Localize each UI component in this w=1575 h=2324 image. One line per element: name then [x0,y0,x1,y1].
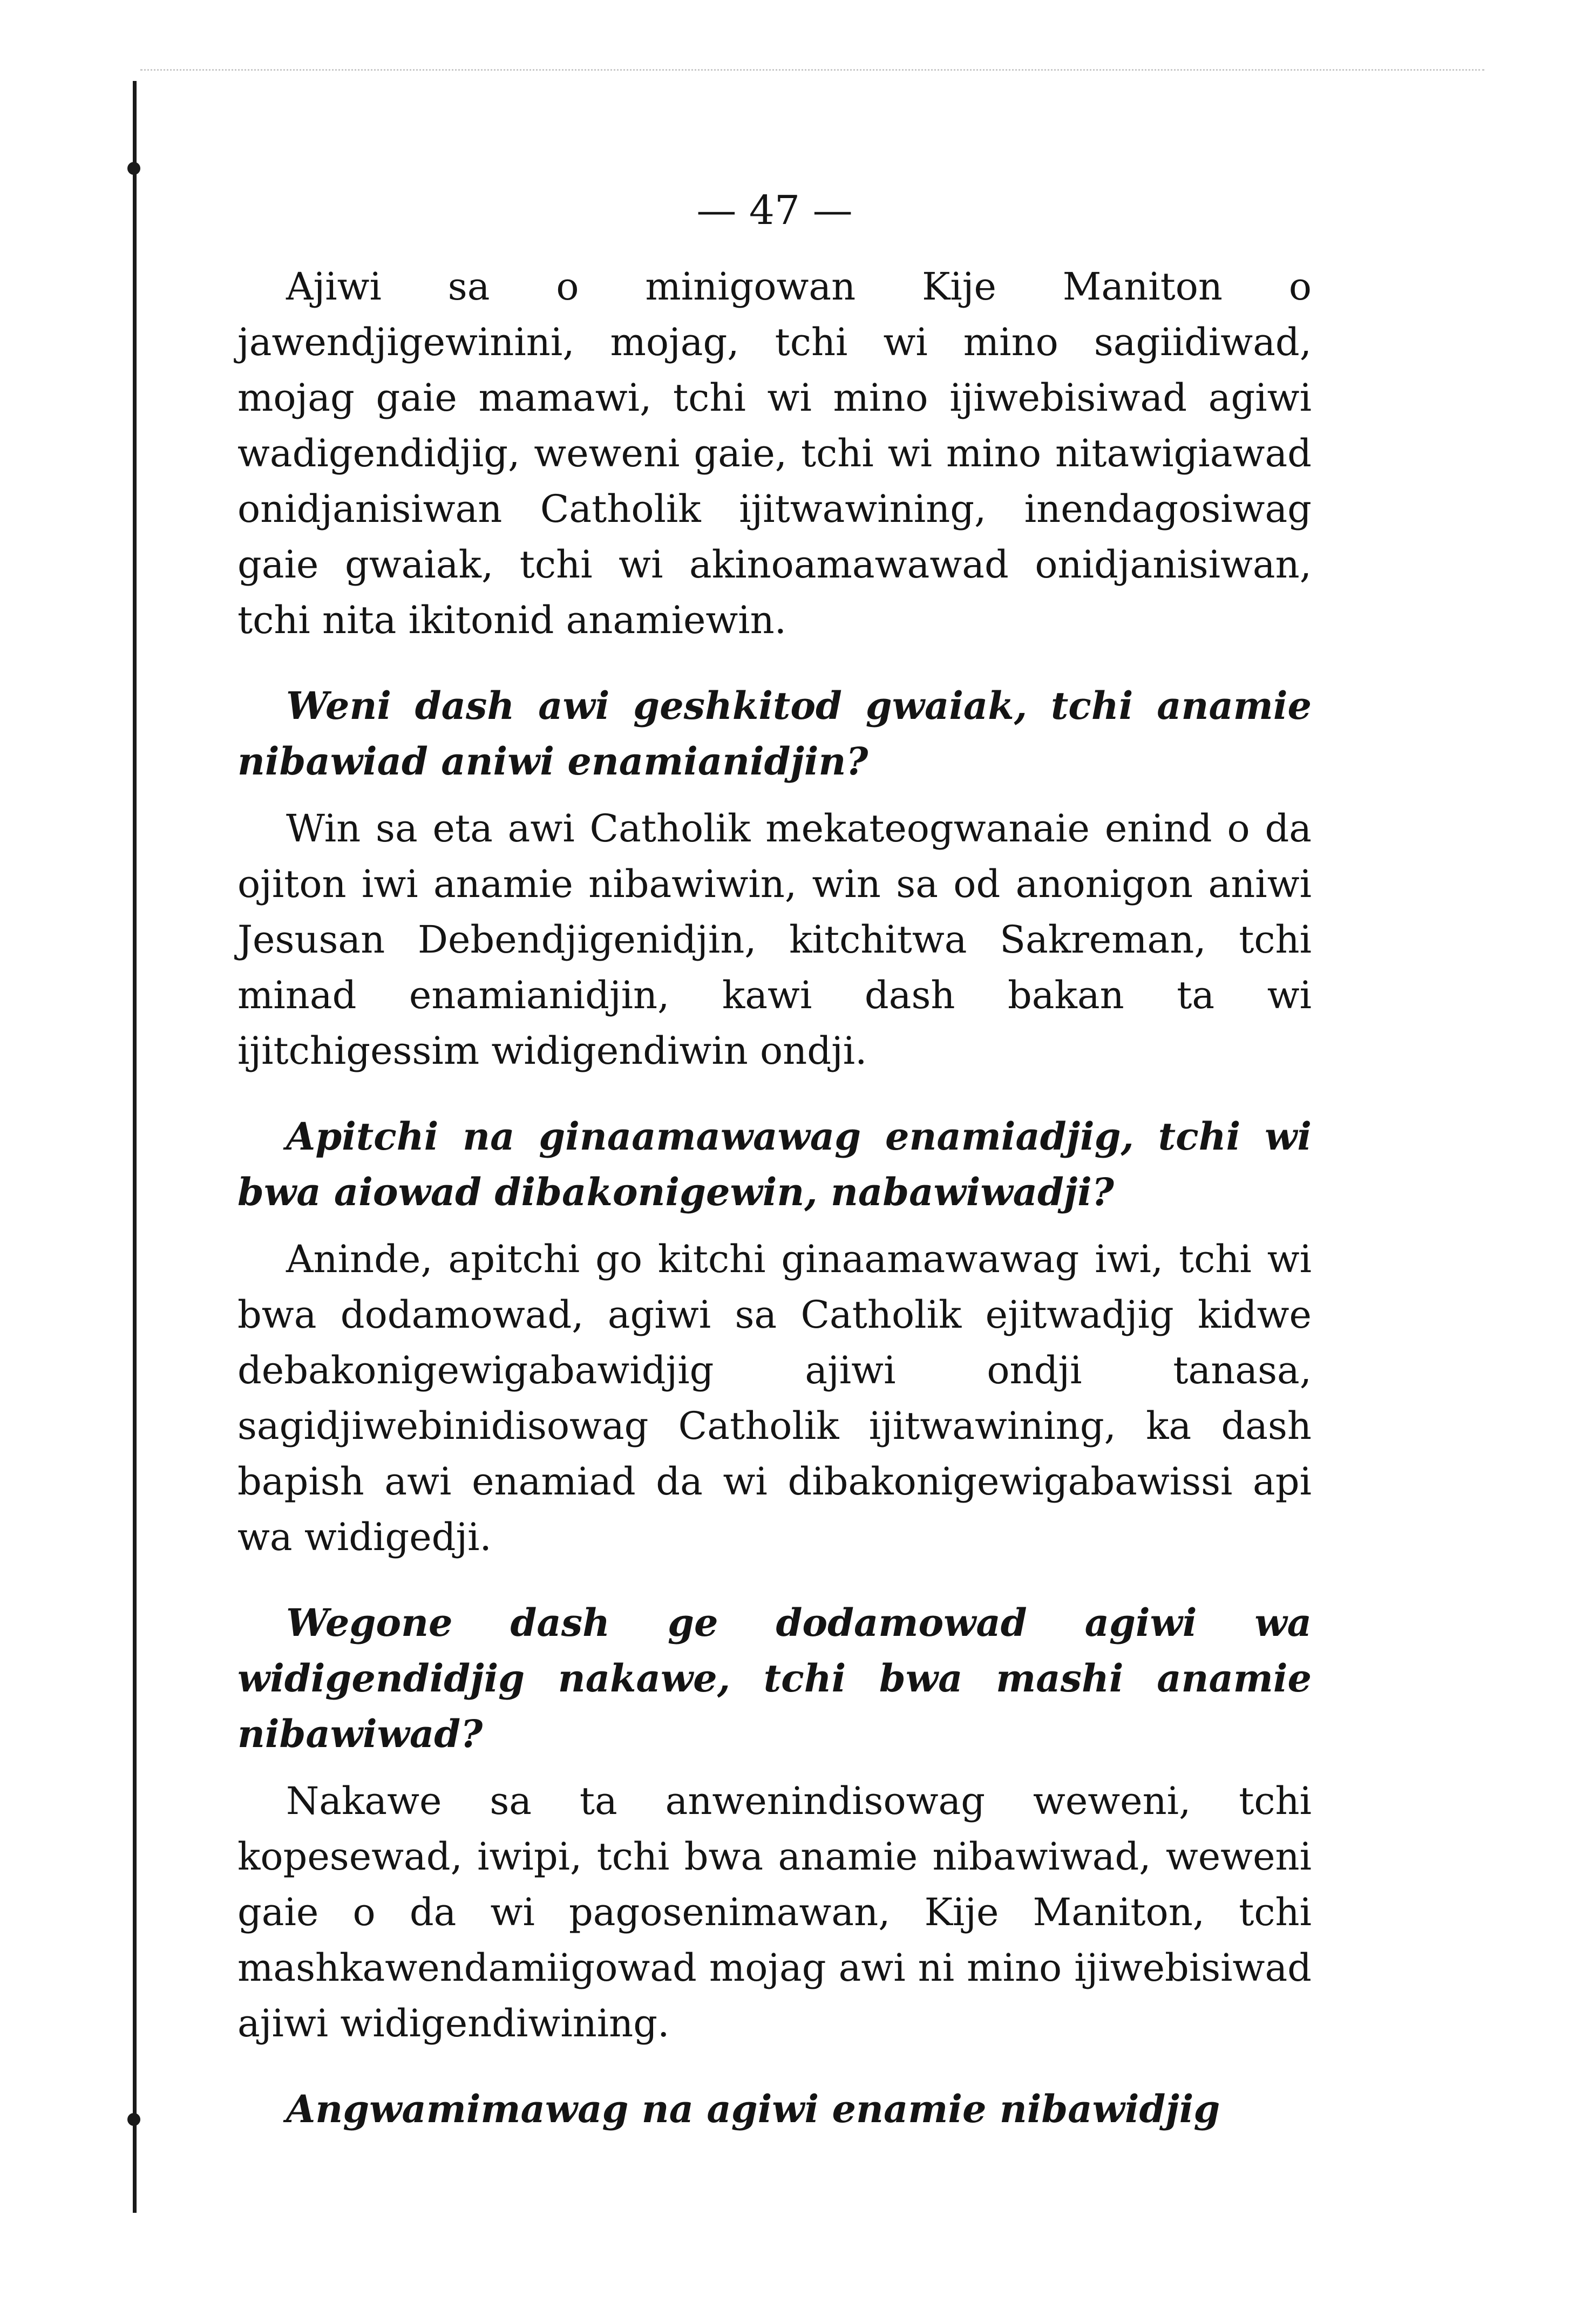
scan-ink-mark [127,2113,140,2126]
answer-paragraph: Aninde, apitchi go kitchi ginaamawawag iwi, tchi wi bwa dodamowad, agiwi sa Catholik ejitwadjig kidwe debakonigewigabawidjig ajiwi ondji tanasa, sagidjiwebinidisowag Catholik ijitwawining, ka dash bapish awi enamiad da wi dibakonigewigabawissi api wa widigedji. [237,1237,1312,1559]
scan-binding-edge [133,81,137,2213]
question-paragraph: Wegone dash ge dodamowad agiwi wa widigendidjig nakawe, tchi bwa mashi anamie nibawiwad? [237,1600,1312,1756]
answer-paragraph: Ajiwi sa o minigowan Kije Maniton o jawendjigewinini, mojag, tchi wi mino sagiidiwad, mojag gaie mamawi, tchi wi mino ijiwebisiwad agiwi wadigendidjig, weweni gaie, tchi wi mino nitawigiawad onidjanisiwan Catholik ijitwawining, inendagosiwag gaie gwaiak, tchi wi akinoamawawad onidjanisiwan, tchi nita ikitonid anamiewin. [237,264,1312,642]
scan-ink-mark [127,162,140,175]
question-paragraph: Weni dash awi geshkitod gwaiak, tchi anamie nibawiad aniwi enamianidjin? [237,683,1312,784]
question-paragraph: Angwamimawag na agiwi enamie nibawidjig [286,2087,1220,2131]
scan-top-edge [140,69,1484,71]
answer-paragraph: Win sa eta awi Catholik mekateogwanaie enind o da ojiton iwi anamie nibawiwin, win sa od anonigon aniwi Jesusan Debendjigenidjin, kitchitwa Sakreman, tchi minad enamianidjin, kawi dash bakan ta wi ijitchigessim widigendiwin ondji. [237,806,1312,1073]
page-number: — 47 — [696,187,853,234]
question-paragraph: Apitchi na ginaamawawag enamiadjig, tchi wi bwa aiowad dibakonigewin, nabawiwadji? [237,1114,1312,1214]
book-page [237,184,1312,2149]
answer-paragraph: Nakawe sa ta anwenindisowag weweni, tchi kopesewad, iwipi, tchi bwa anamie nibawiwad, weweni gaie o da wi pagosenimawan, Kije Maniton, tchi mashkawendamiigowad mojag awi ni mino ijiwebisiwad ajiwi widigendiwining. [237,1779,1312,2046]
